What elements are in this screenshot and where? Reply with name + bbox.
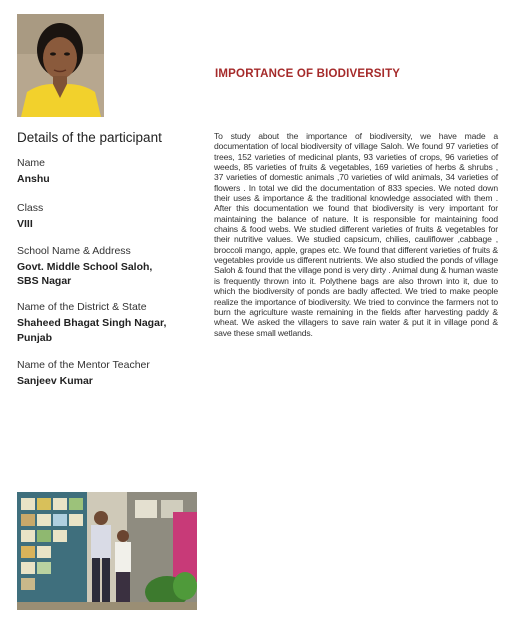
class-value: VIII (17, 218, 33, 230)
article-title: IMPORTANCE OF BIODIVERSITY (215, 68, 401, 80)
name-label: Name (17, 157, 46, 169)
district-label: Name of the District & State (17, 301, 147, 313)
mentor-value: Sanjeev Kumar (17, 375, 93, 387)
class-label: Class (17, 202, 44, 214)
district-value-line2: Punjab (17, 332, 53, 344)
school-value-line2: SBS Nagar (17, 275, 72, 287)
school-value-line1: Govt. Middle School Saloh, (17, 261, 153, 273)
mentor-label: Name of the Mentor Teacher (17, 359, 150, 371)
district-value-line1: Shaheed Bhagat Singh Nagar, (17, 317, 167, 329)
participant-photo (17, 14, 104, 117)
participant-details-heading: Details of the participant (17, 130, 162, 145)
article-body: To study about the importance of biodiversity, we have made a documentation of local biodiversity of village Saloh. We found 97 varieties of trees, 152 varieties of medicinal plants, 93 varieties of crops, 96 varieties of weeds, 85 varieties of fruits & vegetables, 169 varieties of herbs & shrubs , 37 varieties of domestic animals ,70 varieties of wild animals, 34 varieties of flowers . In total we did the documentation of 833 species. We noted down their uses & importance & the traditional knowledge associated with them . After this documentation we found that biodiversity is very important for maintaining the balance of nature. It is responsible for maintaining food chains & food webs. We studied different varieties of fruits & vegetables for their nutritive values. We studied capsicum, chilies, cauliflower ,cabbage , broccoli mango, apple, grapes etc. We found that different varieties of fruits & vegetables provide us different nutrients. We also studied the ponds of village Saloh & found that the village pond is very dirty . Animal dung & human waste is frequently thrown into it. Polythene bags are also thrown into it, due to which the biodiversity of ponds are badly affected. We tried to make people realize the importance of biodiversity. We tried to convince the farmers not to burn the agriculture waste remaining in the fields after harvesting paddy & wheat. We asked the villagers to save rain water & put it in village pond & save these small wetlands. (214, 131, 498, 338)
school-label: School Name & Address (17, 245, 131, 257)
name-value: Anshu (17, 173, 50, 185)
exhibition-photo (17, 492, 197, 610)
